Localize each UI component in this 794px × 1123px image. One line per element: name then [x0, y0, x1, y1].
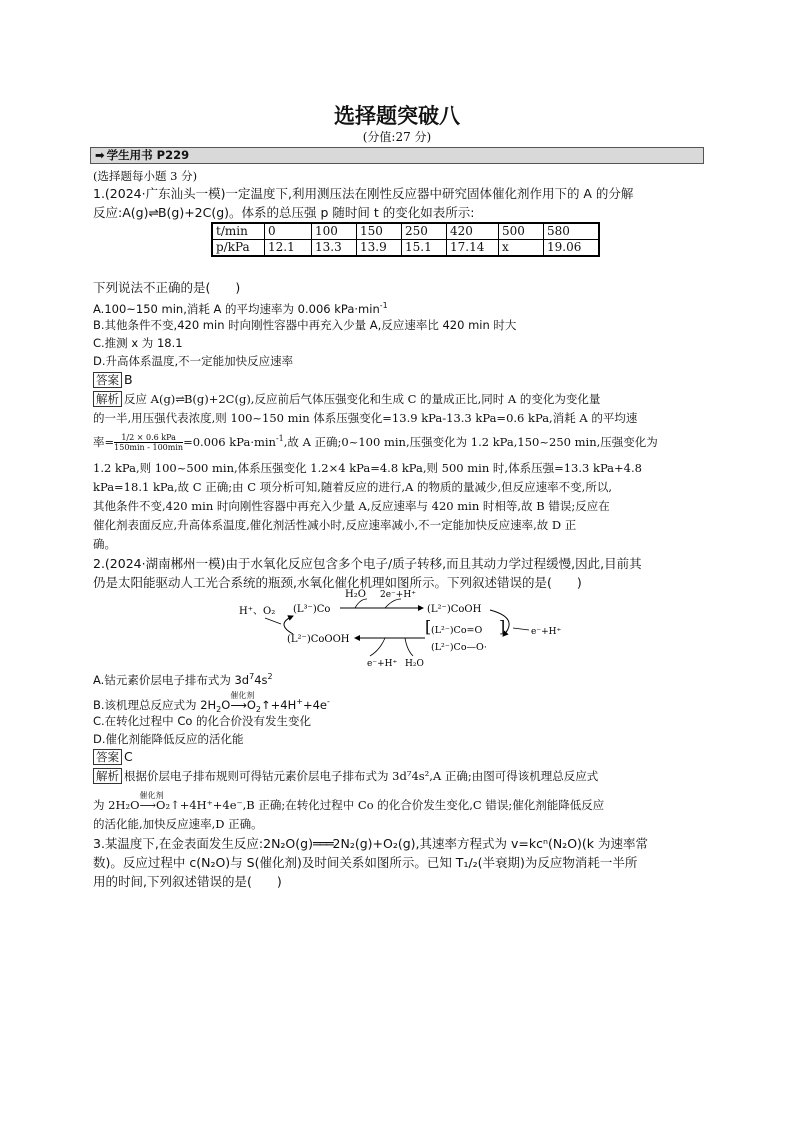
q1-analysis-line7: 催化剂表面反应,升高体系温度,催化剂活性减小时,反应速率减小,不一定能加快反应速率,故 D 正 [93, 518, 577, 532]
l2-coooh-label: (L²⁻)CoOOH [287, 634, 350, 645]
analysis-tag: 解析 [93, 768, 122, 784]
h2o-top-label: H₂O [345, 589, 366, 600]
table-cell: p/kPa [212, 240, 265, 257]
table-cell: 420 [447, 223, 499, 240]
text: =0.006 kPa·min [183, 434, 276, 449]
q2-analysis-line3: 的活化能,加快反应速率,D 正确。 [93, 817, 263, 831]
score-note: (分值:27 分) [362, 130, 432, 144]
answer-value: B [124, 372, 133, 387]
q1-option-a-sup: -1 [379, 301, 388, 310]
e-out-curve [385, 599, 401, 608]
table-cell: 250 [402, 223, 447, 240]
fraction-denominator: 150min - 100min [114, 443, 184, 453]
q1-prompt: 下列说法不正确的是( ) [93, 280, 241, 295]
q1-option-c: C.推测 x 为 18.1 [93, 336, 183, 350]
text: 2 [216, 705, 222, 715]
text: 反应 A(g) [124, 392, 176, 406]
table-cell: 12.1 [265, 240, 312, 257]
section-note: (选择题每小题 3 分) [93, 169, 198, 183]
table-cell: 17.14 [447, 240, 499, 257]
text: ,故 A 正确;0~100 min,压强变化为 1.2 kPa,150~250 min,压强变化为 [283, 434, 658, 449]
q2-analysis-line2 [93, 791, 605, 814]
text: 催化剂 [139, 791, 164, 800]
q2-option-c: C.在转化过程中 Co 的化合价没有发生变化 [93, 714, 312, 728]
e-h-bottom-label: e⁻+H⁺ [367, 659, 398, 668]
text: -1 [275, 434, 284, 443]
catalyst-arrow: 催化剂 ⟶ [230, 696, 247, 714]
h2o-in-curve [355, 599, 367, 608]
text: +4e [302, 697, 327, 712]
l2-cooh-label: (L²⁻)CoOH [427, 604, 482, 615]
text: O₂↑+4H⁺+4e⁻,B 正确;在转化过程中 Co 的化合价发生变化,C 错误;催化剂能降低反应 [156, 798, 605, 812]
table-cell: 15.1 [402, 240, 447, 257]
table-cell: 500 [499, 223, 544, 240]
e-bottom-curve [370, 638, 385, 656]
answer-tag: 答案 [93, 749, 122, 765]
q3-stem-line1 [93, 835, 648, 853]
q1-option-d: D.升高体系温度,不一定能加快反应速率 [93, 354, 294, 368]
bracket-right: ] [499, 617, 506, 636]
text: 率= [93, 434, 115, 449]
q2-option-d: D.催化剂能降低反应的活化能 [93, 732, 244, 746]
analysis-tag: 解析 [93, 391, 122, 407]
q1-analysis-line3 [93, 430, 658, 452]
q2-answer [93, 748, 133, 766]
table-row [212, 240, 599, 257]
text: B(g)+2C(g),反应前后气体压强变化和生成 C 的量成正比,同时 A 的变化为变化量 [183, 392, 601, 406]
h2o-bottom-curve [405, 638, 413, 656]
q1-option-b: B.其他条件不变,420 min 时向刚性容器中再充入少量 A,反应速率比 420 min 时大 [93, 318, 517, 332]
table-cell: x [499, 240, 544, 257]
table-cell: 100 [312, 223, 357, 240]
q2-stem-line1: 2.(2024·湖南郴州一模)由于水氧化反应包含多个电子/质子转移,而且其动力学过程缓慢,因此,目前其 [93, 556, 642, 571]
q1-stem-part-a: 反应:A(g) [93, 205, 149, 220]
q2-stem-line2: 仍是太阳能驱动人工光合系统的瓶颈,水氧化催化机理如图所示。下列叙述错误的是( ) [93, 575, 582, 590]
text: 7 [249, 672, 255, 681]
bar-label: 学生用书 P229 [106, 148, 190, 162]
text: + [296, 697, 303, 706]
q3-stem-line2: 数)。反应过程中 c(N₂O)与 S(催化剂)及时间关系如图所示。已知 T₁/₂(半衰期)为反应物消耗一半所 [93, 855, 638, 870]
answer-value: C [124, 749, 133, 764]
q1-analysis-line8: 确。 [93, 537, 116, 551]
co-radical-o-label: (L²⁻)Co—O· [431, 642, 487, 653]
table-cell: 580 [544, 223, 600, 240]
text: 为 2H₂O [93, 798, 140, 812]
text: 2 [255, 705, 261, 715]
answer-tag: 答案 [93, 372, 122, 388]
q2-option-a [93, 668, 273, 689]
q1-analysis-line5: kPa=18.1 kPa,故 C 正确;由 C 项分析可知,随着反应的进行,A 的物质的量减少,但反应速率不变,所以, [93, 480, 612, 494]
q1-option-a-text: A.100~150 min,消耗 A 的平均速率为 0.006 kPa·min [93, 301, 380, 316]
text: 4s [254, 672, 268, 687]
q1-analysis-line1 [93, 390, 600, 408]
left-out-line [265, 618, 281, 624]
text: B.该机理总反应式为 2H [93, 697, 217, 712]
q2-analysis-line1 [93, 767, 598, 785]
fraction-numerator: 1/2 × 0.6 kPa [114, 433, 183, 443]
h2o-bottom-label: H₂O [405, 659, 424, 668]
text: A.钴元素价层电子排布式为 3d [93, 672, 250, 687]
text: O [246, 697, 256, 712]
q1-stem-part-b: B(g)+2C(g)。体系的总压强 p 随时间 t 的变化如表所示: [157, 205, 475, 220]
table-cell: 19.06 [544, 240, 600, 257]
q1-answer [93, 371, 133, 389]
table-cell: 13.9 [357, 240, 402, 257]
table-cell: 13.3 [312, 240, 357, 257]
text: - [326, 697, 330, 706]
bracket-left: [ [425, 617, 432, 636]
q1-analysis-line2: 的一半,用压强代表浓度,则 100~150 min 体系压强变化=13.9 kPa-13.3 kPa=0.6 kPa,消耗 A 的平均速 [93, 411, 638, 425]
table-row [212, 223, 599, 240]
e-h-right-label: e⁻+H⁺ [531, 627, 562, 637]
q1-analysis-line6: 其他条件不变,420 min 时向刚性容器中再充入少量 A,反应速率与 420 min 时相等,故 B 错误;反应在 [93, 499, 610, 513]
arrow-left-curve [284, 616, 293, 634]
student-book-bar [90, 147, 704, 164]
text: 3.某温度下,在金表面发生反应:2N₂O(g) [93, 836, 313, 851]
equilibrium-arrow-icon: ⇌ [175, 392, 184, 406]
page-title: 选择题突破八 [334, 104, 460, 128]
fraction [114, 433, 183, 452]
arrow-right-icon: ➡ [95, 148, 105, 162]
catalyst-arrow: 催化剂 ⟶ [140, 796, 157, 814]
l3-co-label: (L³⁻)Co [293, 604, 331, 615]
q3-stem-line3: 用的时间,下列叙述错误的是( ) [93, 874, 282, 889]
equilibrium-arrow-icon: ⇌ [148, 205, 158, 220]
text: ↑+4H [260, 697, 297, 712]
q1-option-a [93, 297, 388, 318]
q1-analysis-line4: 1.2 kPa,则 100~500 min,体系压强变化 1.2×4 kPa=4.8 kPa,则 500 min 时,体系压强=13.3 kPa+4.8 [93, 461, 642, 475]
text: 根据价层电子排布规则可得钴元素价层电子排布式为 3d⁷4s²,A 正确;由图可得该机理总反应式 [124, 769, 599, 783]
table-cell: 0 [265, 223, 312, 240]
text: 2 [267, 672, 273, 681]
right-out-line [513, 628, 529, 630]
text: O [221, 697, 231, 712]
text: 2N₂(g)+O₂(g),其速率方程式为 v=kcⁿ(N₂O)(k 为速率常 [332, 836, 648, 851]
text: 催化剂 [230, 690, 255, 700]
pressure-table [211, 222, 600, 257]
q1-stem-line1: 1.(2024·广东汕头一模)一定温度下,利用测压法在刚性反应器中研究固体催化剂作用下的 A 的分解 [93, 186, 634, 201]
co-double-o-label: (L²⁻)Co=O [431, 625, 483, 636]
table-cell: 150 [357, 223, 402, 240]
table-cell: t/min [212, 223, 265, 240]
water-oxidation-mechanism-diagram [235, 588, 575, 668]
equal-arrow-icon: ═══ [312, 836, 333, 851]
h-o2-label: H⁺、O₂ [239, 606, 276, 617]
q1-stem-line2 [93, 204, 475, 222]
e-h-top-label: 2e⁻+H⁺ [380, 590, 416, 600]
